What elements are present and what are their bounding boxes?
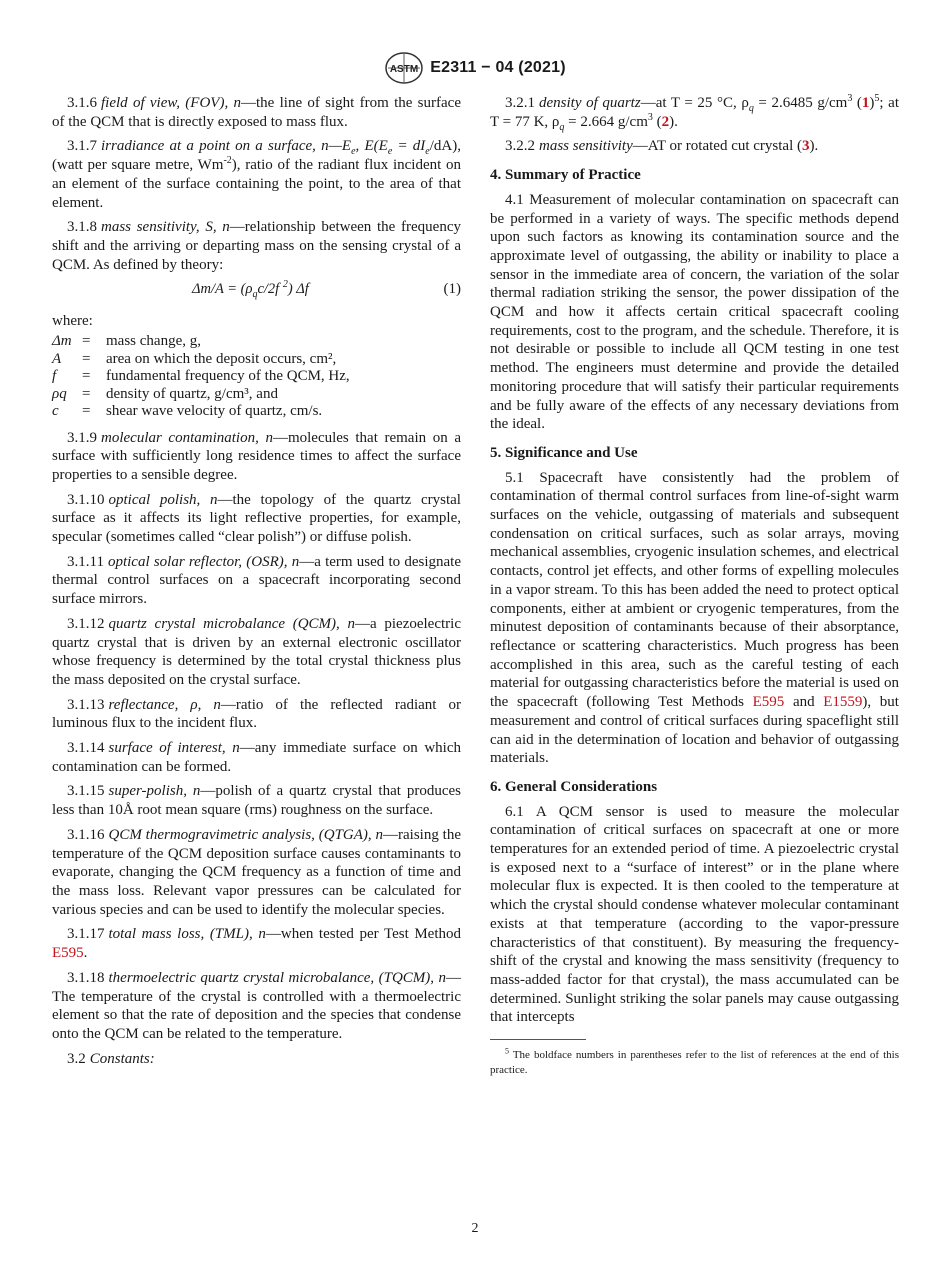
- section-6-1: 6.1 A QCM sensor is used to measure the molecular contamination of critical surfaces on spacecraft at one or more temperatures for an extended period of time. A piezoelectric crystal is exposed next to a “surface of interest” or in the plane where molecular flux is expected. It is then cooled to the temperature at which the crystal should condense whatever molecular contaminant exists at that temperature (according to the vapor-pressure characteristics of that constituent). By measuring the frequency-shift of the crystal and knowing the mass sensitivity (frequency to mass-added factor for that crystal), the mass accumulated can be determined. Sunlight striking the solar panels may cause outgassing that intercepts: [490, 803, 899, 1026]
- definition-3-1-8: 3.1.8 mass sensitivity, S, n—relationship between the frequency shift and the arriving or departing mass on the sensing crystal of a QCM. As defined by theory:: [52, 219, 461, 273]
- astm-logo-icon: [384, 52, 424, 84]
- definition-3-1-6: 3.1.6 field of view, (FOV), n—the line of sight from the surface of the QCM that is directly exposed to mass flux.: [52, 95, 461, 130]
- constant-3-2-2: 3.2.2 mass sensitivity—AT or rotated cut crystal (3).: [505, 138, 819, 155]
- definition-3-1-14: 3.1.14 surface of interest, n—any immediate surface on which contamination can be formed.: [52, 740, 461, 775]
- definition-3-1-16: 3.1.16 QCM thermogravimetric analysis, (QTGA), n—raising the temperature of the QCM deposition surface causes contaminants to evaporate, changing the QCM frequency as a function of time and the mass loss. Relevant vapor pressures can be calculated for various species and can be used to identify the molecular species.: [52, 826, 462, 918]
- definition-3-1-18: 3.1.18 thermoelectric quartz crystal microbalance, (TQCM), n—The temperature of the crystal is controlled with a thermoelectric element so that the rate of deposition and the species that condense onto the QCM can be related to the temperature.: [52, 969, 461, 1042]
- section-4-title: 4. Summary of Practice: [490, 167, 641, 184]
- equation-number: (1): [443, 281, 461, 298]
- definition-3-1-9: 3.1.9 molecular contamination, n—molecules that remain on a surface with sufficiently long residence times to affect the surface properties to a sensible degree.: [52, 429, 461, 483]
- reference-3-link[interactable]: 3: [802, 138, 810, 155]
- reference-2-link[interactable]: 2: [661, 113, 670, 130]
- left-column: [52, 94, 461, 1074]
- definition-3-1-11: 3.1.11 optical solar reflector, (OSR), n—a term used to designate thermal control surfaces on a spacecraft incorporating second surface mirrors.: [52, 553, 461, 608]
- definition-3-1-7: 3.1.7 irradiance at a point on a surface, $n—E_e$, $E(E_e = dI_e/dA)$, (watt per square metre, $Wm^{-2}$), ratio of the radiant flux incident on an element of the surface containing the point, to the area of that element.: [52, 138, 461, 211]
- link-e1559[interactable]: E1559: [823, 694, 863, 711]
- equation-1: [52, 280, 461, 304]
- definition-3-1-12: 3.1.12 quartz crystal microbalance (QCM), n—a piezoelectric quartz crystal that is driven by an external electronic oscillator whose frequency is determined by the total crystal thickness plus the mass deposited on the crystal surface.: [52, 615, 461, 688]
- constant-3-2-1: 3.2.1 density of quartz—at T = 25 °C, $\rho_q = 2.6485$ $g/cm^3$ $(1)^5$; at T = 77 K, $\rho_q = 2.664$ $g/cm^3$ (2).: [490, 93, 900, 133]
- section-5-1: 5.1 Spacecraft have consistently had the problem of contamination of thermal control surfaces from line-of-sight warm surfaces on the vehicle, outgassing of materials and subsequent condensation on critical surfaces, such as solar arrays, moving mechanical assemblies, cryogenic insulation schemes, and electrical contacts, control jet effects, and other forms of expelling molecules in a vapor stream. To this has been added the need to protect optical components, either at ambient or cryogenic temperatures, from the minutest deposition of contaminants because of their absorptance, reflectance or scattering characteristics. Much progress has been accomplished in this area, such as the careful testing of each material for outgassing characteristics before the material is used on the spacecraft (following Test Methods E595 and E1559), but measurement and control of critical surfaces during spaceflight still can aid in the determination of location and behavior of outgassing materials.: [490, 469, 900, 767]
- section-4-1: 4.1 Measurement of molecular contamination on spacecraft can be performed in a variety of ways. The specific methods depend upon such factors as knowing its contamination source and the approximate level of outgassing, the ability or inability to place a sensor in the immediate area of concern, the variation of the solar thermal radiation striking the sensor, the power dissipation of the QCM and how it affects certain critical spacecraft cooling requirements, cost to the program, and the schedule. Therefore, it is not desirable or possible to include all QCM testing in one test method. The engineers must determine and provide the detailed monitoring procedure that will satisfy their particular requirements and be fully aware of the effects of any necessary deviations from the ideal.: [490, 191, 899, 433]
- definition-3-1-17: 3.1.17 total mass loss, (TML), n—when tested per Test Method E595.: [52, 926, 461, 962]
- link-e595[interactable]: E595: [52, 945, 84, 962]
- link-e595-methods[interactable]: E595: [752, 694, 785, 711]
- footnote-divider: [490, 1039, 586, 1040]
- definition-3-1-10: 3.1.10 optical polish, n—the topology of the quartz crystal surface as it affects its light reflective properties, for example, specular (sometimes called “clear polish”) or diffuse polish.: [52, 491, 461, 546]
- right-column: [490, 94, 899, 1078]
- page-header: [0, 52, 950, 84]
- section-5-title: 5. Significance and Use: [490, 444, 638, 461]
- constants-heading: 3.2 Constants:: [67, 1050, 155, 1067]
- where-label: where:: [52, 313, 93, 330]
- svg-text:ASTM: ASTM: [390, 64, 419, 75]
- variable-list: Δm = mass change, g, A = area on which the deposit occurs, cm², f = fundamental frequency of the QCM, Hz, ρq = density of quartz, g/cm³, and c = shear wave velocity of quartz, cm/s.: [52, 333, 350, 420]
- section-6-title: 6. General Considerations: [490, 778, 658, 795]
- definition-3-1-13: 3.1.13 reflectance, ρ, n—ratio of the reflected radiant or luminous flux to the incident flux.: [52, 696, 462, 732]
- definition-3-1-15: 3.1.15 super-polish, n—polish of a quartz crystal that produces less than 10Å root mean square (rms) roughness on the surface.: [52, 783, 461, 819]
- reference-1-link[interactable]: 1: [861, 95, 870, 111]
- page-number: 2: [471, 1221, 479, 1236]
- equation-formula: $\Delta m/A = (\rho_qc/2f$ $^2$) Δf: [192, 279, 309, 301]
- footnote-5: $^5$ The boldface numbers in parentheses refer to the list of references at the end of this practice.: [490, 1046, 899, 1077]
- document-designation: E2311 − 04 (2021): [430, 58, 566, 76]
